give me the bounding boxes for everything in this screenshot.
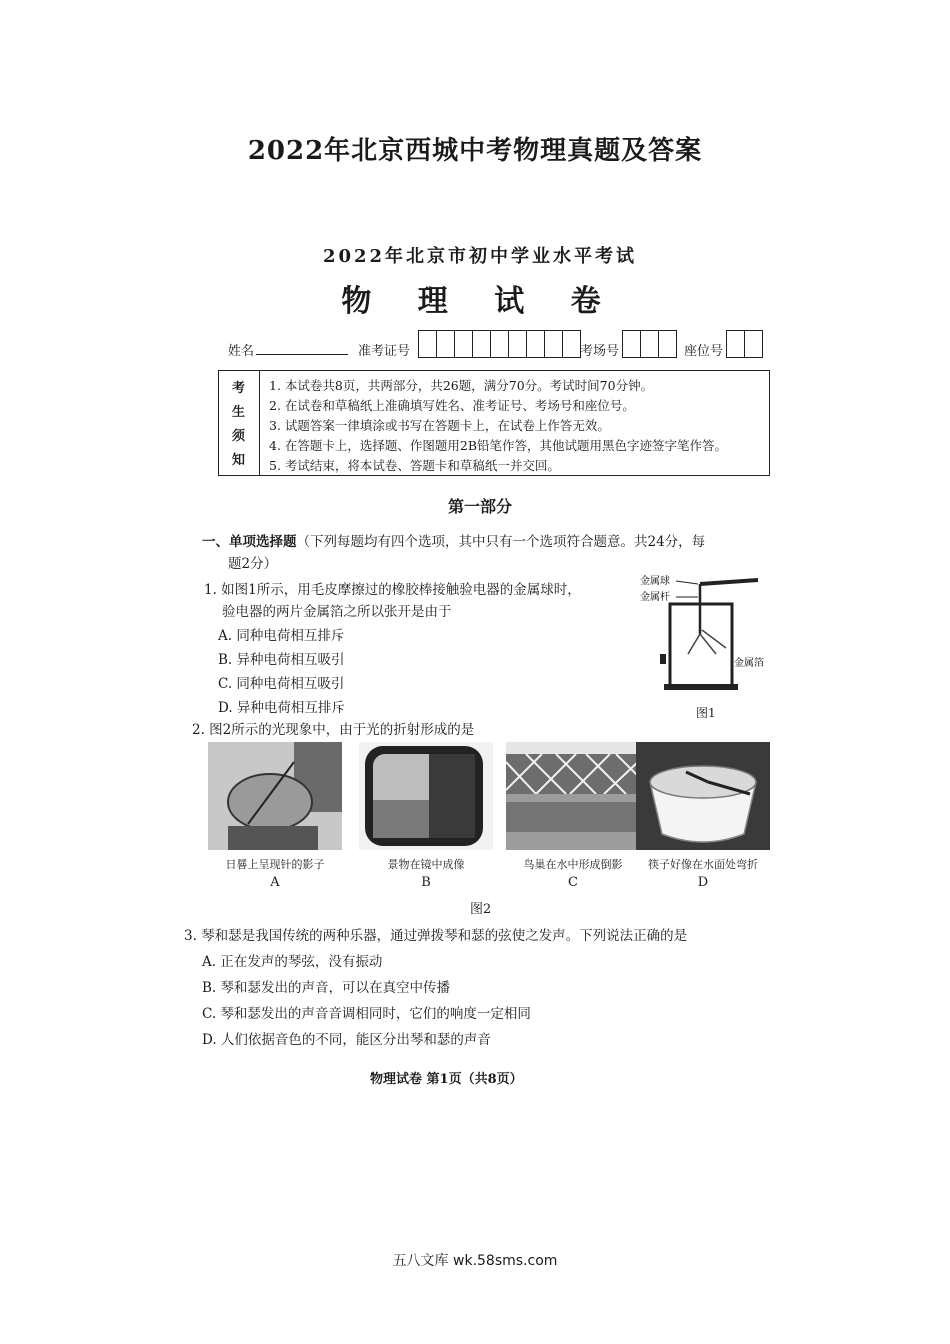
section-description-cont: 题2分） [228,556,278,572]
exam-title: 物 理 试 卷 [341,284,619,319]
q1-stem-cont: 验电器的两片金属箔之所以张开是由于 [222,604,452,620]
exam-page-scan [180,230,780,1100]
figure-2-caption: 图2 [470,902,492,917]
exam-subtitle: 2022年北京市初中学业水平考试 [322,246,638,267]
candidate-notice-box [218,370,770,476]
q3-option-d: D. 人们依据音色的不同，能区分出琴和瑟的声音 [202,1032,491,1048]
section-description: （下列每题均有四个选项，其中只有一个选项符合题意。共24分，每 [296,534,706,550]
q3-stem: 3. 琴和瑟是我国传统的两种乐器，通过弹拨琴和瑟的弦使之发声。下列说法正确的是 [184,928,688,944]
label-metal-rod: 金属杆 [640,592,670,603]
ticket-number-boxes [418,330,581,358]
letter-d: D [697,875,709,890]
candidate-info-row [228,328,768,360]
q1-option-c: C. 同种电荷相互吸引 [218,676,345,692]
name-label: 姓名 [228,344,255,359]
q1-option-b: B. 异种电荷相互吸引 [218,652,345,668]
letter-c: C [568,875,578,890]
q1-stem: 1. 如图1所示，用毛皮摩擦过的橡胶棒接触验电器的金属球时， [204,582,581,598]
seat-number-boxes [726,330,763,358]
document-title: 2022年北京西城中考物理真题及答案 [247,136,703,166]
photo-mirror [359,742,493,850]
figure-1-electroscope [640,570,780,730]
notice-item: 4. 在答题卡上，选择题、作图题用2B铅笔作答，其他试题用黑色字迹签字笔作答。 [269,438,728,453]
label-metal-ball: 金属球 [640,576,670,587]
exam-room-boxes [622,330,677,358]
exam-room-label: 考场号 [580,344,620,359]
notice-item: 1. 本试卷共8页，共两部分，共26题，满分70分。考试时间70分钟。 [269,378,654,393]
notice-item: 3. 试题答案一律填涂或书写在答题卡上，在试卷上作答无效。 [269,418,610,433]
label-metal-foil: 金属箔 [734,658,764,669]
ticket-number-label: 准考证号 [358,344,411,359]
watermark-footer: 五八文库 wk.58sms.com [392,1253,558,1269]
q1-option-a: A. 同种电荷相互排斥 [218,628,345,644]
caption-b: 景物在镜中成像 [387,858,465,871]
notice-item: 2. 在试卷和草稿纸上准确填写姓名、准考证号、考场号和座位号。 [269,398,635,413]
q3-option-b: B. 琴和瑟发出的声音，可以在真空中传播 [202,980,451,996]
letter-b: B [421,875,431,890]
notice-side-label: 考 生 须 知 [219,371,260,475]
figure-1-caption: 图1 [696,706,716,720]
name-blank [256,354,348,355]
photo-sundial [208,742,342,850]
page-footer: 物理试卷 第1页（共8页） [370,1072,523,1087]
photo-chopsticks [636,742,770,850]
section-heading-line [202,530,705,550]
part-one-heading: 第一部分 [447,497,512,516]
q3-option-a: A. 正在发声的琴弦，没有振动 [202,954,383,970]
photo-birds-nest [506,742,640,850]
section-heading: 一、单项选择题 [202,534,297,550]
notice-item: 5. 考试结束，将本试卷、答题卡和草稿纸一并交回。 [269,458,560,473]
q3-option-c: C. 琴和瑟发出的声音音调相同时，它们的响度一定相同 [202,1006,531,1022]
caption-d: 筷子好像在水面处弯折 [648,858,758,871]
caption-c: 鸟巢在水中形成倒影 [523,858,623,871]
q1-option-d: D. 异种电荷相互排斥 [218,700,345,716]
q2-stem: 2. 图2所示的光现象中，由于光的折射形成的是 [192,722,475,738]
seat-number-label: 座位号 [684,344,724,359]
letter-a: A [270,875,280,890]
caption-a: 日晷上呈现针的影子 [225,858,325,871]
